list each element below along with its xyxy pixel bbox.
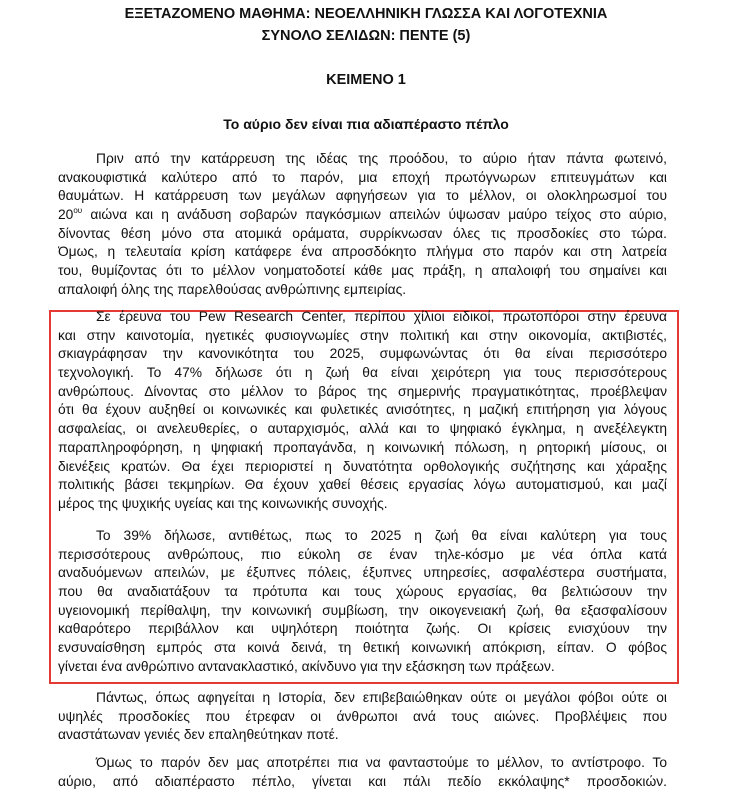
paragraph-5 xyxy=(58,754,667,791)
text-line: παραπληροφόρηση, η ψηφιακή προπαγάνδα, η κοινωνική πόλωση, η ρητορική μίσους, οι xyxy=(58,439,667,455)
text-line: διενέξεις κρατών. Θα έχει περιοριστεί η δυνατότητα ορθολογικής συζήτησης και χάραξης xyxy=(58,458,667,474)
text-line: πολιτικής βάσει τεκμηρίων. Θα έχουν χαθεί θέσεις εργασίας λόγω αυτοματισμού, και μαζί xyxy=(58,477,667,493)
text-line: ενσυναίσθηση εμπρός στα κοινά δεινά, τη θετική κοινωνική απόκριση, είπαν. Ο φόβος xyxy=(58,640,667,656)
text-line: αναδυόμενων απειλών, με έξυπνες πόλεις, έξυπνες υπηρεσίες, ασφαλέστερα συστήματα, xyxy=(58,565,667,581)
century-number: 20 xyxy=(58,207,74,223)
text-line: αύριο, από αδιαπέραστο πέπλο, γίνεται και πάλι πεδίο εκκόλαψης* προσδοκιών. xyxy=(58,773,667,789)
text-line: Όμως το παρόν δεν μας αποτρέπει πια να φανταστούμε το μέλλον, το αντίστροφο. Το xyxy=(96,755,667,770)
text-line: τεχνολογική. Το 47% δήλωσε ότι η ζωή θα είναι χειρότερη για τους περισσότερους xyxy=(58,365,667,381)
paragraph-3 xyxy=(58,527,667,677)
text-line: σκιαγράφησαν την κανονικότητα του 2025, συμφωνώντας ότι θα είναι περισσότερο xyxy=(58,346,667,362)
text-line: ανακουφιστικά καλύτερο από το παρόν, μια εποχή πρωτόγνωρων επιτευγμάτων και xyxy=(58,169,667,185)
text-line: Πάντως, όπως αφηγείται η Ιστορία, δεν επιβεβαιώθηκαν ούτε οι μεγάλοι φόβοι ούτε οι xyxy=(96,690,667,705)
text-line: Πριν από την κατάρρευση της ιδέας της προόδου, το αύριο ήταν πάντα φωτεινό, xyxy=(96,151,667,166)
text-line: του, θυμίζοντας ότι το μέλλον νοηματοδοτεί κάθε μας πράξη, η απαλοιφή του σημαίνει και xyxy=(58,263,667,279)
paragraph-1 xyxy=(58,150,667,300)
text-line: υγειονομική περίθαλψη, την κοινωνική συμβίωση, την οικογενειακή ζωή, θα εξασφαλίσουν xyxy=(58,602,667,618)
text-line: γίνεται ένα ανθρώπινο αντανακλαστικό, ακίνδυνο για την εξάσκηση των πράξεων. xyxy=(58,658,555,674)
text-line: ανθρώπους. Δίνοντας στο μέλλον το βάρος της σημερινής πραγματικότητας, προέβλεψαν xyxy=(58,383,667,399)
page-count-header: ΣΥΝΟΛΟ ΣΕΛΙΔΩΝ: ΠΕΝΤΕ (5) xyxy=(261,28,471,44)
paragraph-4 xyxy=(58,689,667,745)
paragraph-2 xyxy=(58,308,667,514)
text-line: δίνοντας θέση μόνο στα ατομικά οράματα, συρρίκνωσαν όλες τις προσδοκίες στο τώρα. xyxy=(58,225,667,241)
text-line: καθαρότερο περιβάλλον και υψηλότερη ποιότητα ζωής. Οι κρίσεις ενισχύουν την xyxy=(58,621,667,637)
text-line: Σε έρευνα του Pew Research Center, περίπου χίλιοι ειδικοί, πρωτοπόροι στην έρευνα xyxy=(96,309,667,324)
exam-subject-header: ΕΞΕΤΑΖΟΜΕΝΟ ΜΑΘΗΜΑ: ΝΕΟΕΛΛΗΝΙΚΗ ΓΛΩΣΣΑ ΚΑΙ ΛΟΓΟΤΕΧΝΙΑ xyxy=(124,6,608,22)
text-title: ΚΕΙΜΕΝΟ 1 xyxy=(326,72,406,88)
text-line: ότι θα έχουν αυξηθεί οι κοινωνικές και φυλετικές ανισότητες, η μαζική επιτήρηση για λόγους xyxy=(58,402,667,418)
century-superscript: ου xyxy=(73,206,83,216)
text-line: Το 39% δήλωσε, αντιθέτως, πως το 2025 η ζωή θα είναι καλύτερη για τους xyxy=(96,528,667,543)
text-line: μέρος της ψυχικής υγείας και της κοινωνικής συνοχής. xyxy=(58,495,388,511)
text-line: θαυμάτων. Η κατάρρευση των μεγάλων αφηγήσεων για το μέλλον, οι ολοκληρωσμοί του xyxy=(58,188,667,204)
text-line: απαλοιφή όλης της παρελθούσας ανθρώπινης εμπειρίας. xyxy=(58,281,407,297)
text-line: περισσότερους ανθρώπους, πιο εύκολη σε έναν τηλε-κόσμο με νέα όπλα κατά xyxy=(58,546,667,562)
text-line: που θα αναδιατάξουν τα πρότυπα και τους χώρους εργασίας, θα βελτιώσουν την xyxy=(58,584,667,600)
century-line-text: αιώνα και η ανάδυση σοβαρών παγκόσμιων απειλών ύψωσαν μαύρο τείχος στο αύριο, xyxy=(90,207,667,223)
text-line: αναστάτωναν γενιές δεν επαληθεύτηκαν ποτέ. xyxy=(58,727,339,743)
article-title: Το αύριο δεν είναι πια αδιαπέραστο πέπλο xyxy=(223,116,509,132)
text-line-century xyxy=(58,206,667,225)
text-line: Όμως, η τελευταία κρίση κατάφερε ένα απροσδόκητο πλήγμα στο παρόν και στη λατρεία xyxy=(58,244,667,260)
text-line: υψηλές προσδοκίες που έτρεφαν οι άνθρωποι ανά τους αιώνες. Προβλέψεις που xyxy=(58,708,667,724)
text-line: και στην καινοτομία, ηγετικές φυσιογνωμίες στην πολιτική και στην οικονομία, ακτιβιστές, xyxy=(58,327,667,343)
text-line: ασφαλείας, οι ανελευθερίες, ο αυταρχισμός, αλλά και το ψηφιακό έγκλημα, η ανεξέλεγκτη xyxy=(58,421,667,437)
